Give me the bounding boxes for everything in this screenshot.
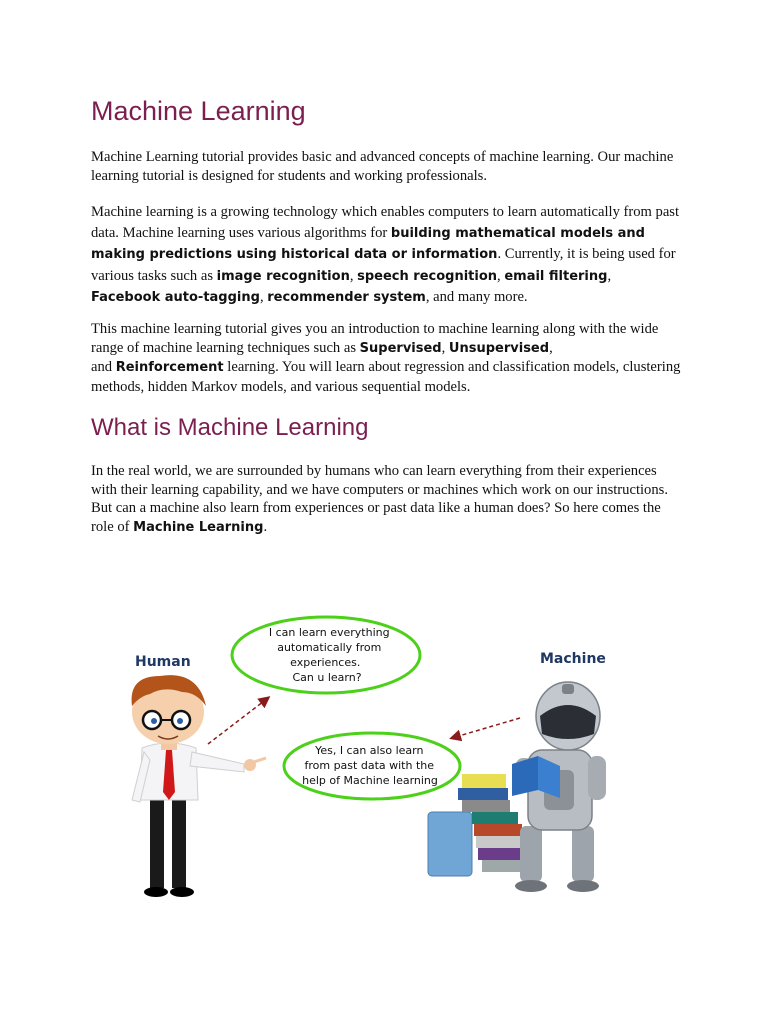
human-label: Human	[135, 654, 191, 670]
bold-term: Machine Learning	[133, 519, 264, 535]
human-figure	[132, 675, 266, 897]
paragraph-real-world: In the real world, we are surrounded by humans who can learn everything from their experiences with their learning capability, and we have computers or machines which work on our instructions. But can a machine also learn from experiences or past data like a human does? So here comes the role of Machine Learning.	[91, 463, 668, 535]
bold-term: Supervised	[359, 340, 442, 356]
bold-term: Unsupervised	[448, 340, 550, 356]
paragraph-techniques: This machine learning tutorial gives you an introduction to machine learning along with the wide range of machine learning techniques such as Supervised, Unsupervised, and Reinforcement learning. You will learn about regression and classification models, clustering methods, hidden Markov models, and various sequential models.	[91, 321, 681, 395]
robot-figure	[428, 682, 606, 892]
section-heading: What is Machine Learning	[91, 414, 369, 441]
page-title: Machine Learning	[91, 96, 306, 126]
bold-term: email filtering	[504, 268, 608, 284]
intro-paragraph: Machine Learning tutorial provides basic and advanced concepts of machine learning. Our machine learning tutorial is designed for students and working professionals.	[91, 149, 674, 184]
arrow-machine-to-bubble	[452, 718, 520, 738]
human-vs-machine-illustration	[0, 560, 768, 920]
arrow-human-to-bubble	[208, 698, 268, 744]
bold-term: Reinforcement	[115, 360, 224, 375]
bold-term: image recognition	[216, 268, 350, 284]
paragraph-ml-growing: Machine learning is a growing technology which enables computers to learn automatically from past data. Machine learning uses various algorithms for building mathematical models and making predictions using historical data or information. Currently, it is being used for various tasks such as image recognition, speech recognition, email filtering, Facebook auto-tagging, recommender system, and many more.	[91, 204, 680, 306]
bold-term: recommender system	[267, 290, 426, 306]
bold-term: Facebook auto-tagging	[91, 290, 260, 306]
svg-text:I can learn everything a: I can learn everything automatically from experiences. Can u learn?	[268, 626, 390, 684]
speech-bubble-human	[232, 617, 420, 693]
bold-term: building mathematical models and making predictions using historical data or information	[91, 225, 645, 263]
speech-bubble-machine	[284, 733, 460, 799]
svg-text:Yes, I can also learn fr: Yes, I can also learn from past data with the help of Machine learning	[302, 744, 438, 787]
bold-term: speech recognition	[357, 268, 498, 284]
machine-label: Machine	[540, 651, 606, 667]
